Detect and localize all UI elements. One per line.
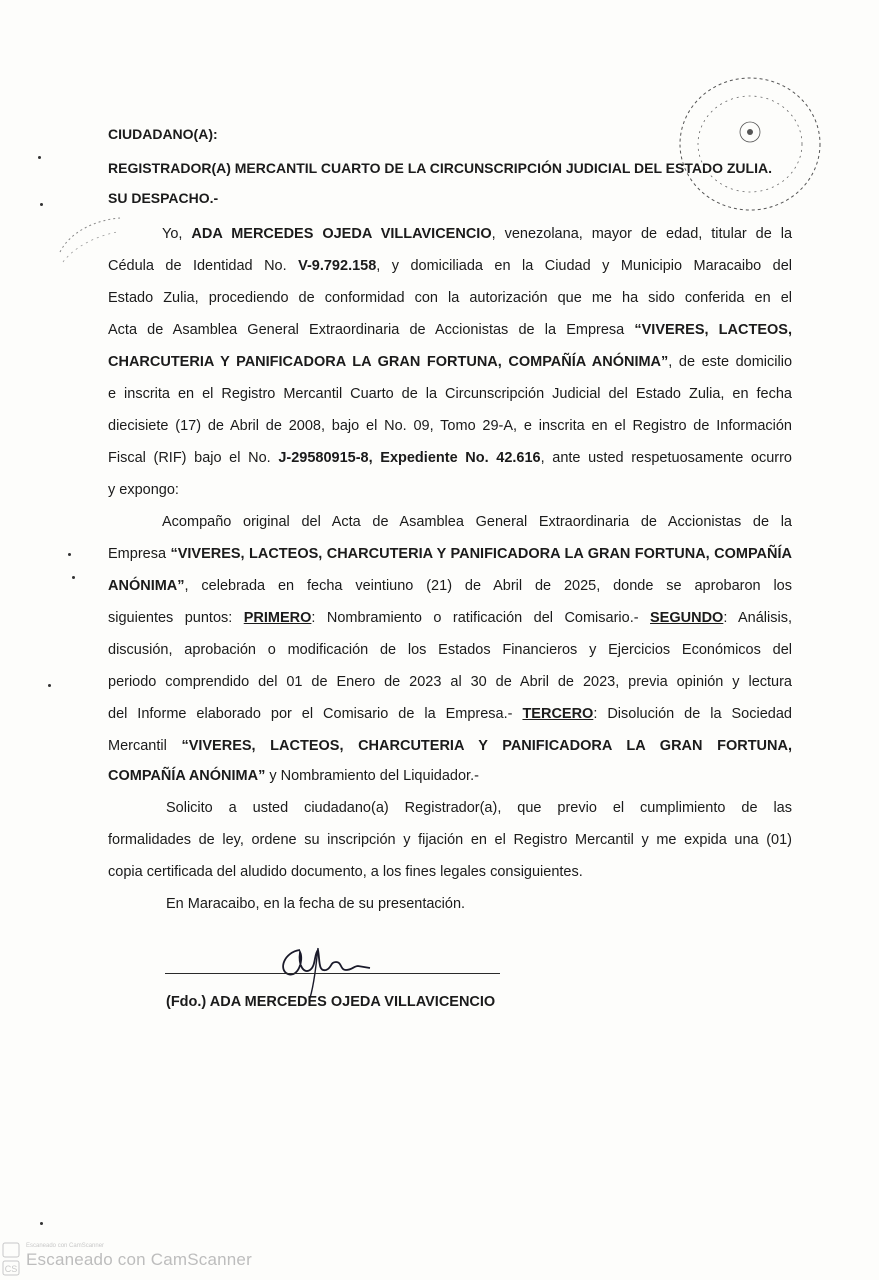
addressee-line: CIUDADANO(A): <box>108 126 218 142</box>
registry-stamp <box>672 70 828 220</box>
faint-stamp <box>55 212 125 267</box>
para2-line5: discusión, aprobación o modificación de los Estados Financieros y Ejercicios Económicos del <box>108 642 792 658</box>
para3-line3: copia certificada del aludido documento, a los fines legales consiguientes. <box>108 864 583 880</box>
para2-line1: Acompaño original del Acta de Asamblea General Extraordinaria de Accionistas de la <box>162 514 792 530</box>
para1-line2: Cédula de Identidad No. V-9.792.158, y domiciliada en la Ciudad y Municipio Maracaibo del <box>108 258 793 274</box>
para1-line9: y expongo: <box>108 482 179 498</box>
para1-line8: Fiscal (RIF) bajo el No. J-29580915-8, Expediente No. 42.616, ante usted respetuosamente ocurro <box>108 450 792 466</box>
scan-dot <box>40 1222 43 1225</box>
scan-dot <box>40 203 43 206</box>
para1-line3: Estado Zulia, procediendo de conformidad con la autorización que me ha sido conferida en el <box>108 290 792 306</box>
signature-scribble <box>270 940 380 1000</box>
para1-line5: CHARCUTERIA Y PANIFICADORA LA GRAN FORTUNA, COMPAÑÍA ANÓNIMA”, de este domicilio <box>108 354 793 370</box>
para2-line8: Mercantil “VIVERES, LACTEOS, CHARCUTERIA Y PANIFICADORA LA GRAN FORTUNA, <box>108 738 792 754</box>
para2-line3: ANÓNIMA”, celebrada en fecha veintiuno (21) de Abril de 2025, donde se aprobaron los <box>108 578 792 594</box>
para2-line6: periodo comprendido del 01 de Enero de 2023 al 30 de Abril de 2023, previa opinión y lectura <box>108 674 792 690</box>
para1-line4: Acta de Asamblea General Extraordinaria de Accionistas de la Empresa “VIVERES, LACTEOS, <box>108 322 792 338</box>
signature-line <box>165 973 500 974</box>
scan-dot <box>38 156 41 159</box>
closing-line: En Maracaibo, en la fecha de su presentación. <box>166 896 466 912</box>
para2-line4: siguientes puntos: PRIMERO: Nombramiento o ratificación del Comisario.- SEGUNDO: Análisis, <box>108 610 792 626</box>
para1-line7: diecisiete (17) de Abril de 2008, bajo el No. 09, Tomo 29-A, e inscrita en el Registro de Información <box>108 418 792 434</box>
signature-name: (Fdo.) ADA MERCEDES OJEDA VILLAVICENCIO <box>166 994 496 1010</box>
svg-text:CS: CS <box>4 1264 18 1274</box>
registrar-line: REGISTRADOR(A) MERCANTIL CUARTO DE LA CIRCUNSCRIPCIÓN JUDICIAL DEL ESTADO ZULIA. <box>108 160 772 176</box>
para1-line1: Yo, ADA MERCEDES OJEDA VILLAVICENCIO, venezolana, mayor de edad, titular de la <box>162 226 793 242</box>
scan-dot <box>68 553 71 556</box>
para2-line9: COMPAÑÍA ANÓNIMA” y Nombramiento del Liquidador.- <box>108 768 479 784</box>
camscanner-logo-icon <box>2 1242 22 1278</box>
scan-dot <box>72 576 75 579</box>
watermark-text: Escaneado con CamScanner <box>26 1250 252 1269</box>
para2-line2: Empresa “VIVERES, LACTEOS, CHARCUTERIA Y PANIFICADORA LA GRAN FORTUNA, COMPAÑÍA <box>108 546 792 562</box>
para1-line6: e inscrita en el Registro Mercantil Cuarto de la Circunscripción Judicial del Estado Zulia, en fecha <box>108 386 792 402</box>
office-line: SU DESPACHO.- <box>108 190 219 206</box>
watermark-small-text: Escaneado con CamScanner <box>26 1243 105 1249</box>
para3-line2: formalidades de ley, ordene su inscripción y fijación en el Registro Mercantil y me expida una (01) <box>108 832 792 848</box>
scan-dot <box>48 684 51 687</box>
para3-line1: Solicito a usted ciudadano(a) Registrador(a), que previo el cumplimiento de las <box>166 800 792 816</box>
para2-line7: del Informe elaborado por el Comisario de la Empresa.- TERCERO: Disolución de la Sociedad <box>108 706 792 722</box>
